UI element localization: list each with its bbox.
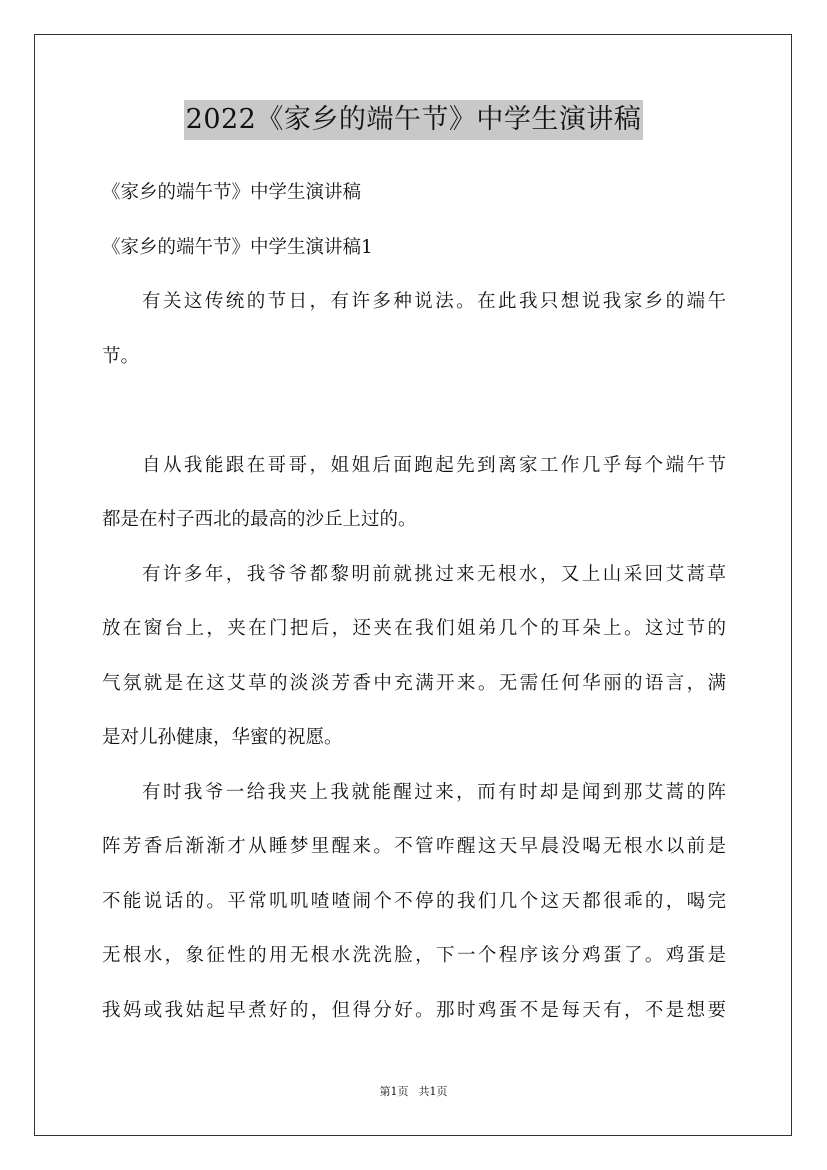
document-subtitle: 《家乡的端午节》中学生演讲稿 — [102, 182, 362, 203]
page-total: 共1页 — [418, 1085, 448, 1098]
paragraph-line: 节。 — [102, 345, 140, 367]
paragraph — [102, 275, 726, 384]
title-container — [0, 100, 827, 140]
paragraph-line: 阵芳香后渐渐才从睡梦里醒来。不管咋醒这天早晨没喝无根水以前是 — [102, 836, 726, 857]
paragraph-line: 自从我能跟在哥哥，姐姐后面跑起先到离家工作几乎每个端午节 — [142, 454, 726, 476]
section-heading: 《家乡的端午节》中学生演讲稿1 — [102, 236, 373, 258]
page-number: 第1页 — [379, 1085, 409, 1098]
paragraph — [102, 439, 726, 548]
paragraph-line: 气氛就是在这艾草的淡淡芳香中充满开来。无需任何华丽的语言，满 — [102, 672, 726, 694]
document-title: 2022《家乡的端午节》中学生演讲稿 — [184, 100, 644, 140]
paragraph — [102, 548, 726, 766]
paragraph-line: 无根水，象征性的用无根水洗洗脸，下一个程序该分鸡蛋了。鸡蛋是 — [102, 945, 726, 966]
paragraph-line: 有许多年，我爷爷都黎明前就挑过来无根水，又上山采回艾蒿草 — [142, 563, 726, 585]
paragraph-line: 有时我爷一给我夹上我就能醒过来，而有时却是闻到那艾蒿的阵 — [142, 781, 726, 803]
paragraph-line: 都是在村子西北的最高的沙丘上过的。 — [102, 509, 417, 530]
paragraph-gap — [102, 384, 726, 439]
paragraph-line: 我妈或我姑起早煮好的，但得分好。那时鸡蛋不是每天有，不是想要 — [102, 999, 726, 1021]
paragraph-line: 是对儿孙健康，华蜜的祝愿。 — [102, 727, 343, 748]
paragraph-line: 放在窗台上，夹在门把后，还夹在我们姐弟几个的耳朵上。这过节的 — [102, 618, 726, 639]
paragraph-line: 有关这传统的节日，有许多种说法。在此我只想说我家乡的端午 — [142, 291, 726, 312]
document-body — [102, 166, 726, 1038]
page-footer — [0, 1083, 827, 1099]
paragraph-line: 不能说话的。平常叽叽喳喳闹个不停的我们几个这天都很乖的，喝完 — [102, 890, 726, 912]
paragraph — [102, 766, 726, 1039]
